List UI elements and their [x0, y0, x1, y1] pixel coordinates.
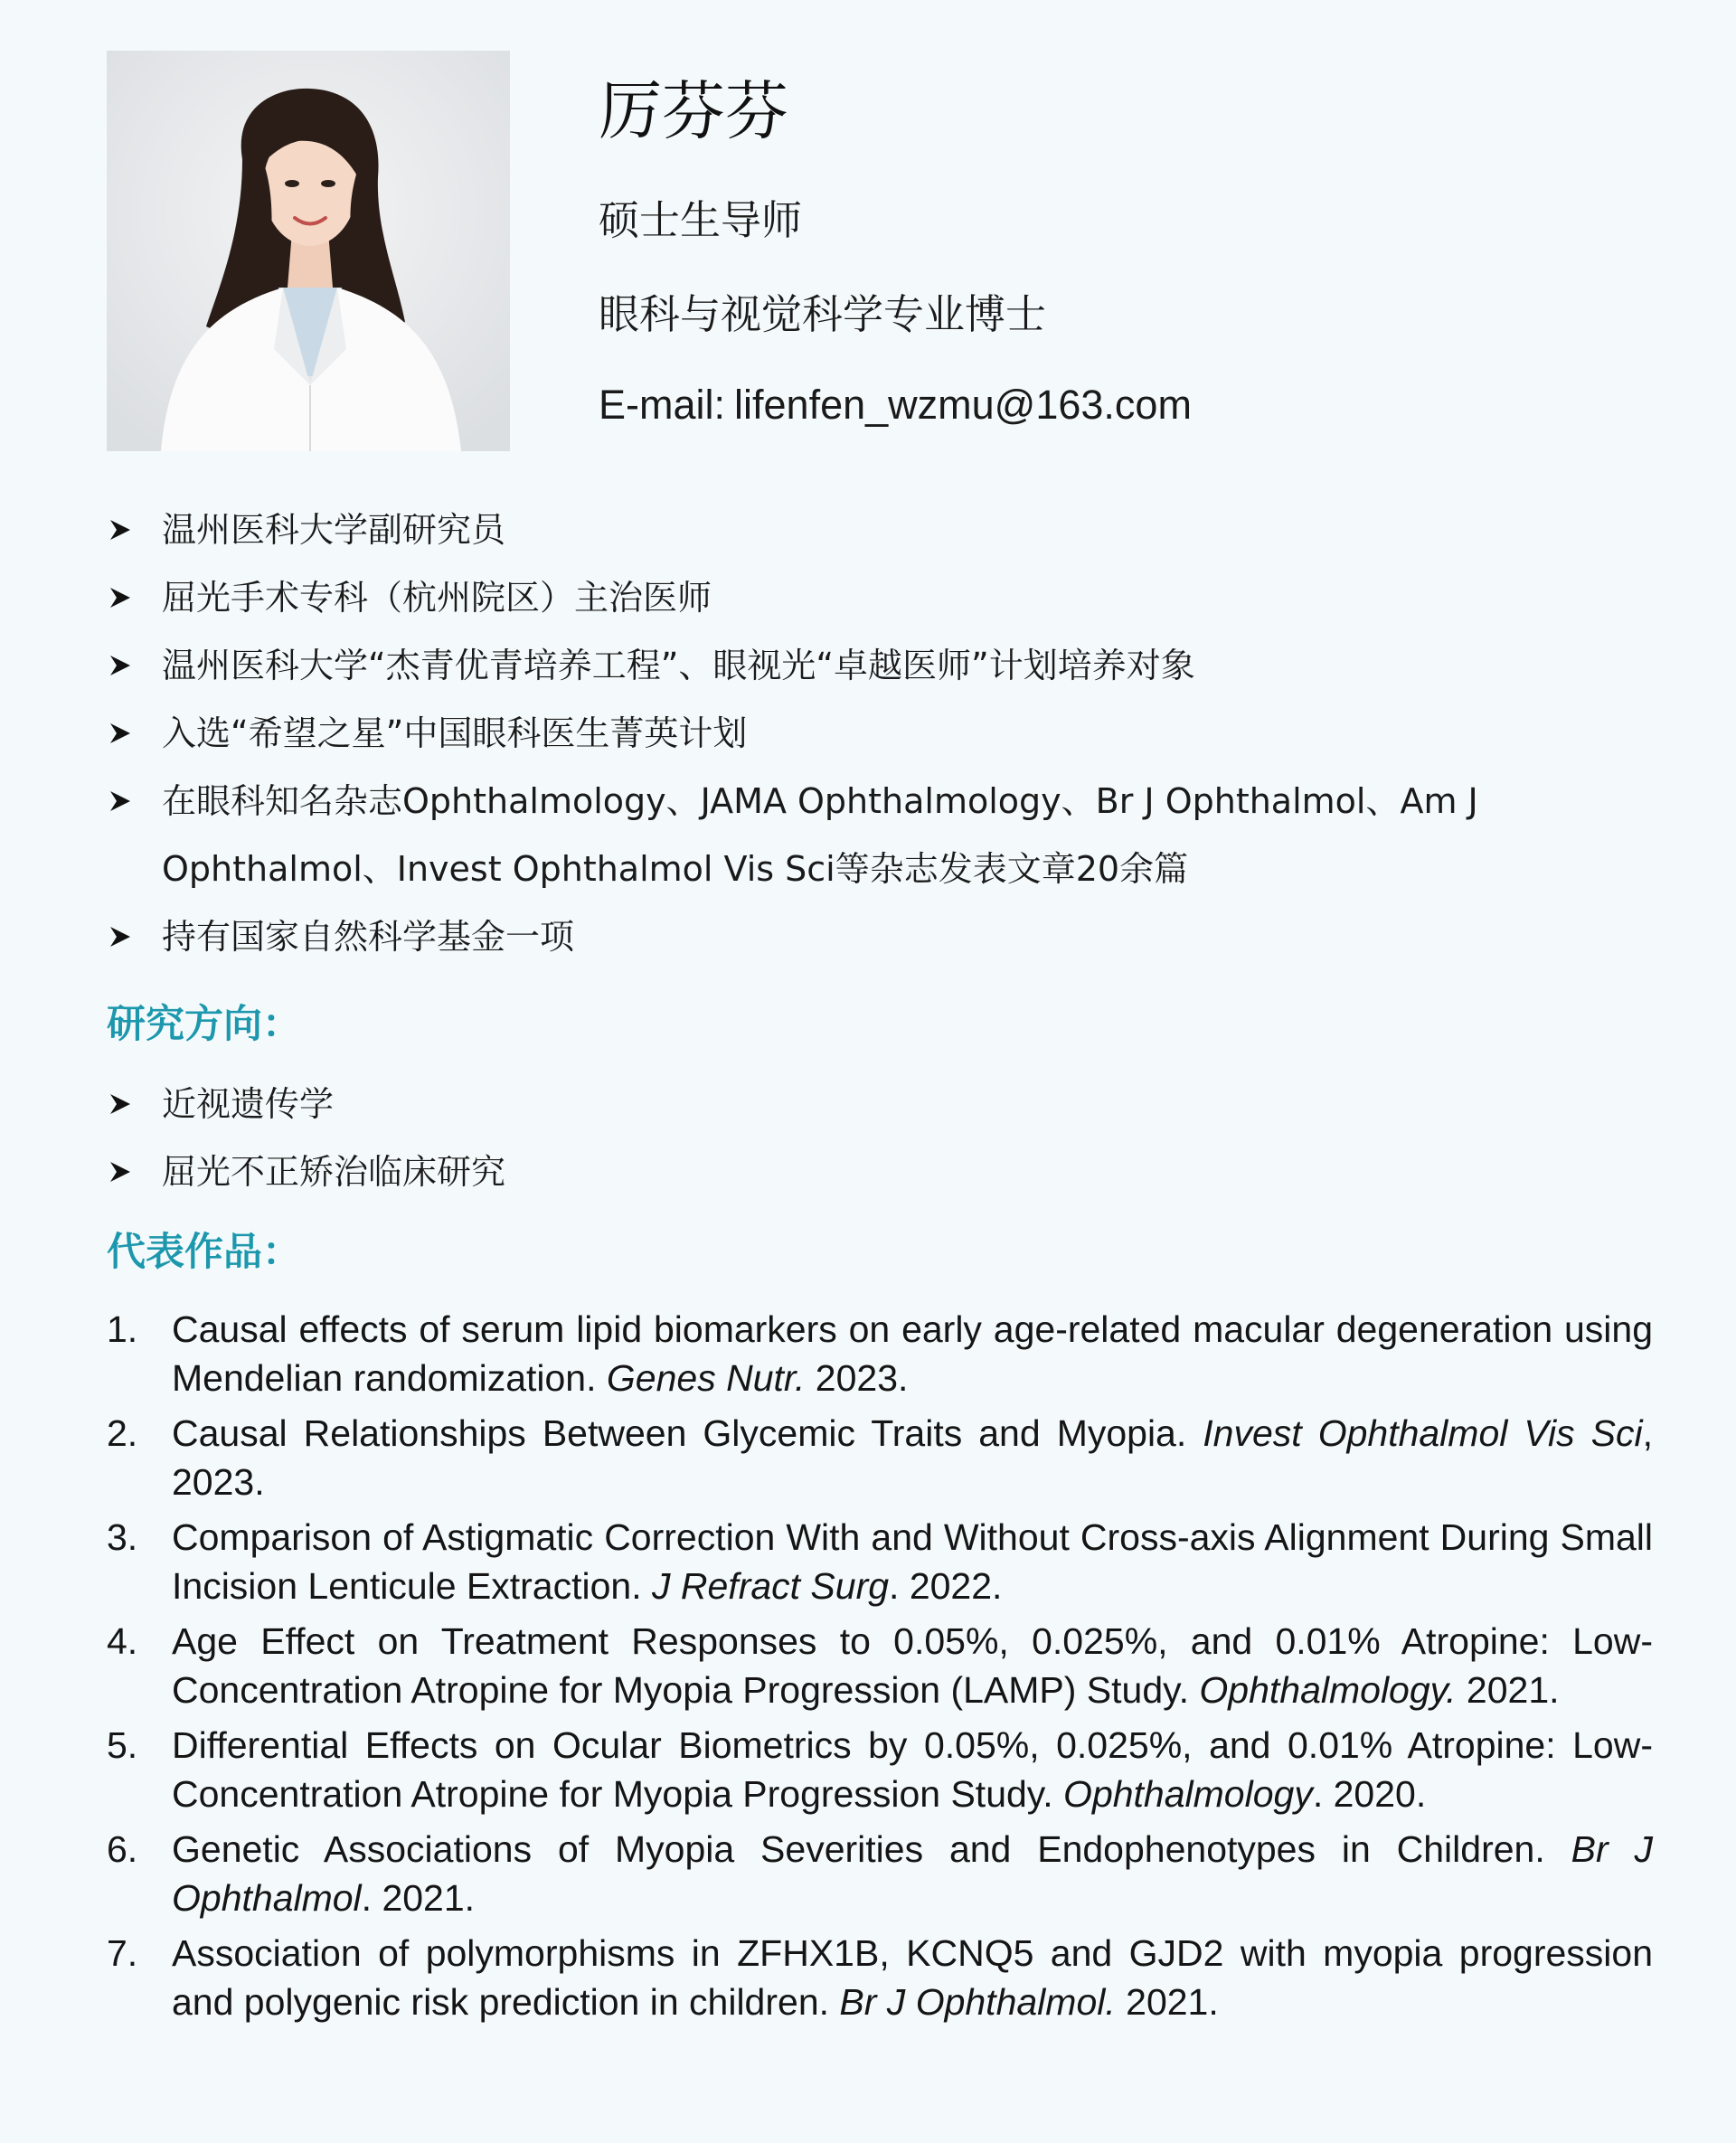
publication-title: Age Effect on Treatment Responses to 0.05%, 0.025%, and 0.01% Atropine: Low-Concentration Atropine for Myopia Progression (LAMP) Study. — [172, 1620, 1653, 1711]
publication-number: 1. — [107, 1308, 138, 1350]
publications-section-title: 代表作品： — [107, 1230, 301, 1275]
degree: 眼科与视觉科学专业博士 — [599, 290, 1047, 338]
publication-year: . 2020. — [1312, 1773, 1427, 1815]
publication-item — [107, 1721, 1653, 1818]
bullet-text: 近视遗传学 — [162, 1084, 335, 1124]
publication-item — [107, 1409, 1653, 1506]
publication-item — [107, 1305, 1653, 1402]
email-line — [599, 378, 1192, 432]
publication-number: 5. — [107, 1724, 138, 1766]
advisor-title: 硕士生导师 — [599, 196, 803, 244]
publication-year: . 2021. — [361, 1877, 476, 1919]
publication-title: Causal Relationships Between Glycemic Traits and Myopia. — [172, 1412, 1203, 1454]
list-item — [107, 1071, 1662, 1138]
bullet-text: 温州医科大学副研究员 — [162, 510, 506, 550]
arrow-bullet-icon — [108, 654, 132, 677]
publication-journal: J Refract Surg — [652, 1565, 890, 1607]
publication-year: 2023. — [805, 1357, 909, 1399]
list-item — [107, 564, 1517, 632]
publication-title: Differential Effects on Ocular Biometrics by 0.05%, 0.025%, and 0.01% Atropine: Low-Concentration Atropine for Myopia Progression Study. — [172, 1724, 1653, 1815]
publication-title: Causal effects of serum lipid biomarkers on early age-related macular degeneration using Mendelian randomization. — [172, 1308, 1653, 1399]
publication-title: Comparison of Astigmatic Correction With and Without Cross-axis Alignment During Small Incision Lenticule Extraction. — [172, 1516, 1653, 1607]
publication-journal: Br J Ophthalmol — [172, 1828, 1653, 1919]
publication-year: 2021. — [1115, 1981, 1219, 2023]
email-label: E-mail: — [599, 382, 726, 428]
portrait-photo — [107, 51, 510, 451]
bullet-text: 持有国家自然科学基金一项 — [162, 917, 575, 957]
publication-number: 2. — [107, 1412, 138, 1454]
arrow-bullet-icon — [108, 1160, 132, 1184]
arrow-bullet-icon — [108, 789, 132, 813]
list-item — [107, 700, 1517, 768]
arrow-bullet-icon — [108, 722, 132, 745]
publication-journal: Br J Ophthalmol. — [839, 1981, 1116, 2023]
list-item — [107, 903, 1517, 971]
publication-title: Association of polymorphisms in ZFHX1B, KCNQ5 and GJD2 with myopia progression and polygenic risk prediction in children. — [172, 1932, 1653, 2023]
publication-item — [107, 1929, 1653, 2026]
publication-item — [107, 1617, 1653, 1714]
bullet-text: 温州医科大学“杰青优青培养工程”、眼视光“卓越医师”计划培养对象 — [162, 646, 1195, 685]
publication-number: 7. — [107, 1932, 138, 1974]
publication-year: . 2022. — [889, 1565, 1003, 1607]
publication-item — [107, 1825, 1653, 1922]
publication-journal: Ophthalmology — [1063, 1773, 1313, 1815]
portrait-illustration — [107, 51, 510, 451]
arrow-bullet-icon — [108, 925, 132, 949]
arrow-bullet-icon — [108, 1092, 132, 1116]
publication-journal: Invest Ophthalmol Vis Sci — [1203, 1412, 1643, 1454]
publication-journal: Genes Nutr. — [606, 1357, 806, 1399]
arrow-bullet-icon — [108, 518, 132, 542]
list-item — [107, 496, 1517, 564]
publication-year: 2021. — [1456, 1669, 1560, 1711]
publication-number: 6. — [107, 1828, 138, 1870]
publication-title: Genetic Associations of Myopia Severities and Endophenotypes in Children. — [172, 1828, 1571, 1870]
bullet-text: 入选“希望之星”中国眼科医生菁英计划 — [162, 713, 748, 753]
publication-number: 4. — [107, 1620, 138, 1662]
bullet-text: 在眼科知名杂志Ophthalmology、JAMA Ophthalmology、Br J Ophthalmol、Am J Ophthalmol、Invest Ophthalmol Vis Sci等杂志发表文章20余篇 — [162, 781, 1478, 889]
publication-year: , 2023. — [172, 1412, 1653, 1503]
bullet-text: 屈光不正矫治临床研究 — [162, 1152, 506, 1192]
intro-bullet-list — [107, 496, 1517, 971]
publication-number: 3. — [107, 1516, 138, 1558]
publication-list — [107, 1305, 1653, 2033]
list-item — [107, 632, 1517, 700]
publication-item — [107, 1513, 1653, 1610]
list-item — [107, 1138, 1662, 1206]
bullet-text: 屈光手术专科（杭州院区）主治医师 — [162, 578, 712, 618]
research-section-title: 研究方向： — [107, 1002, 301, 1047]
arrow-bullet-icon — [108, 586, 132, 609]
publication-journal: Ophthalmology. — [1199, 1669, 1457, 1711]
email-address[interactable]: lifenfen_wzmu@163.com — [734, 382, 1192, 428]
list-item — [107, 768, 1517, 903]
research-bullet-list — [107, 1071, 1662, 1206]
person-name: 厉芬芬 — [599, 74, 788, 148]
